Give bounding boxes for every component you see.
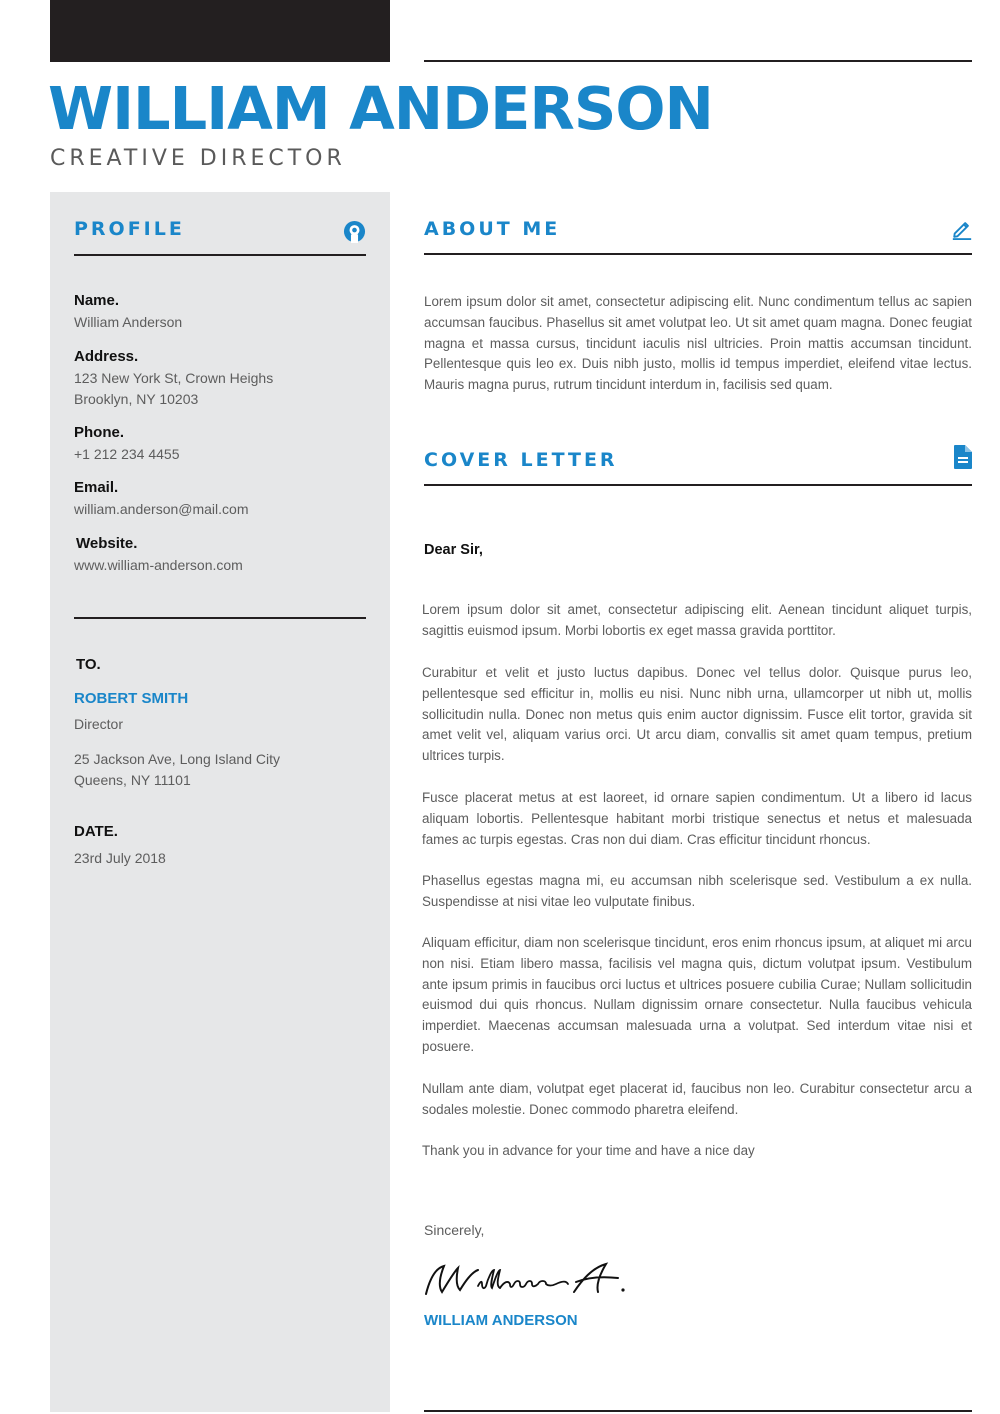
signature-image [420,1256,630,1302]
phone-label: Phone. [74,424,125,441]
phone-value: +1 212 234 4455 [74,446,180,462]
to-label: TO. [76,656,101,673]
letter-paragraph-1: Lorem ipsum dolor sit amet, consectetur adipiscing elit. Aenean tincidunt aliquet turpis, sagittis euismod ipsum. Morbi lobortis ex eget massa gravida porttitor. [422,602,972,638]
letter-greeting: Dear Sir, [424,542,483,558]
document-icon [954,445,972,469]
recipient-title: Director [74,716,124,732]
website-label: Website. [76,535,138,552]
header-dark-block [50,0,390,62]
email-value: william.anderson@mail.com [74,501,249,517]
cover-letter-rule [424,484,972,486]
date-label: DATE. [74,823,118,840]
pencil-icon [951,218,973,240]
name-value: William Anderson [74,314,183,330]
letter-paragraph-5: Aliquam efficitur, diam non scelerisque tincidunt, eros enim rhoncus ipsum, at aliquet mi arcu non nisi. Etiam libero massa, facilisis vel magna quis, dictum volutpat ipsum. Vestibulum ante ipsum primis in faucibus orci luctus et ultrices posuere cubilia Curae; Nullam sollicitudin euismod dui quis rhoncus. Nullam dignissim ornare consectetur. Nulla faucibus vehicula imperdiet. Maecenas accumsan malesuada urna a volutpat. Sed interdum vitae nisi et posuere. [422,935,972,1054]
letter-paragraph-7: Thank you in advance for your time and have a nice day [422,1143,755,1158]
recipient-name: ROBERT SMITH [74,690,189,707]
footer-rule [424,1410,972,1412]
candidate-name: WILLIAM ANDERSON [48,74,713,143]
email-label: Email. [74,479,119,496]
profile-rule [74,254,366,256]
name-label: Name. [74,292,120,309]
recipient-address-line-1: 25 Jackson Ave, Long Island City [74,751,280,767]
sidebar-divider [74,617,366,619]
header-rule [424,60,972,62]
user-icon [343,220,366,243]
letter-paragraph-6: Nullam ante diam, volutpat eget placerat id, faucibus non leo. Curabitur consectetur arcu a sodales molestie. Donec commodo pharetra eleifend. [422,1081,972,1117]
profile-title: PROFILE [74,218,185,240]
signer-name: WILLIAM ANDERSON [424,1312,578,1329]
letter-closing: Sincerely, [424,1222,485,1238]
about-text: Lorem ipsum dolor sit amet, consectetur adipiscing elit. Nunc condimentum tellus ac sapien accumsan faucibus. Phasellus sit amet volutpat leo. Ut sit amet quam magna. Donec feugiat magna et massa cursus, tincidunt iaculis nisl ultricies. Proin mattis accumsan tincidunt. Pellentesque quis leo ex. Duis nibh justo, mollis id tempus imperdiet, eleifend vitae lectus. Mauris magna purus, rutrum tincidunt interdum in, facilisis sed quam. [424,294,972,393]
address-label: Address. [74,348,139,365]
recipient-address-line-2: Queens, NY 11101 [74,772,191,788]
address-line-1: 123 New York St, Crown Heighs [74,370,274,386]
candidate-role: CREATIVE DIRECTOR [50,146,346,171]
letter-paragraph-4: Phasellus egestas magna mi, eu accumsan nibh scelerisque sed. Vestibulum a ex nulla. Suspendisse at nisi vitae leo vulputate finibus. [422,873,972,909]
website-value: www.william-anderson.com [74,557,243,573]
cover-letter-title: COVER LETTER [424,449,618,471]
letter-paragraph-3: Fusce placerat metus at est laoreet, id ornare sapien condimentum. Ut a libero id lacus aliquam lobortis. Pellentesque habitant morbi tristique senectus et netus et malesuada fames ac turpis egestas. Cras non dui diam. Cras efficitur tincidunt rhoncus. [422,790,972,847]
date-value: 23rd July 2018 [74,850,166,866]
address-line-2: Brooklyn, NY 10203 [74,391,199,407]
about-rule [424,253,972,255]
about-title: ABOUT ME [424,218,561,240]
letter-paragraph-2: Curabitur et velit et justo luctus dapibus. Donec vel tellus dolor. Quisque purus leo, pellentesque sed efficitur in, mollis eu nisi. Nunc nibh urna, ullamcorper ut nibh ut, mollis sollicitudin nulla. Donec non metus quis enim auctor dignissim. Fusce elit tortor, gravida sit amet velit vel, aliquam varius orci. Ut arcu diam, convallis sit amet quam tempus, pretium ultrices turpis. [422,665,972,764]
